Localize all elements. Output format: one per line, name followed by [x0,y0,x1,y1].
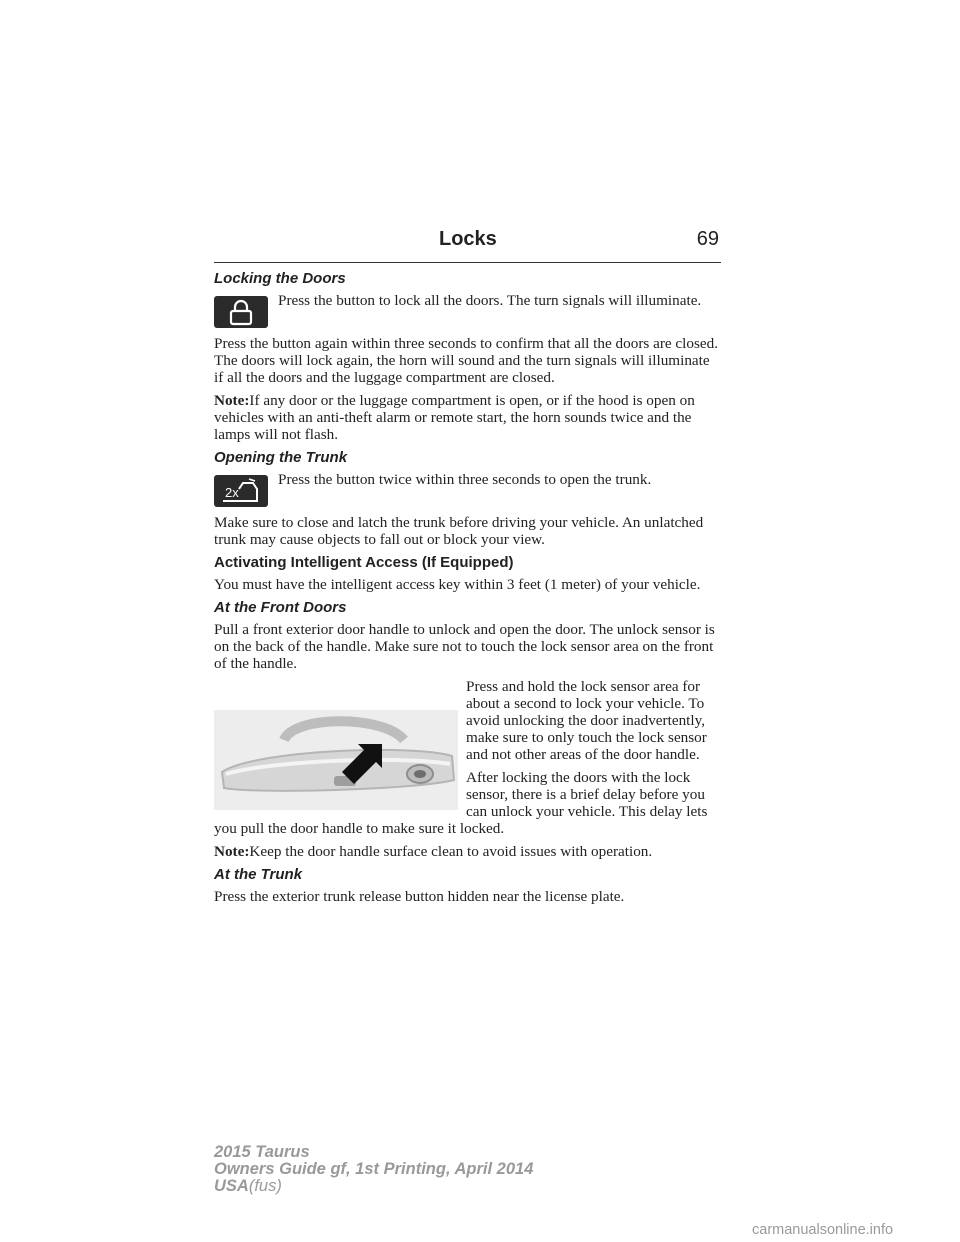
door-handle-image [214,710,458,810]
intelligent-access-paragraph: You must have the intelligent access key within 3 feet (1 meter) of your vehicle. [214,576,701,593]
footer-guide: Owners Guide gf, 1st Printing, April 2014 [214,1160,534,1178]
lock-note [214,392,721,443]
heading-locking-the-doors: Locking the Doors [214,270,346,287]
trunk-paragraph: Make sure to close and latch the trunk before driving your vehicle. An unlatched trunk may cause objects to fall out or block your view. [214,514,704,548]
heading-opening-the-trunk: Opening the Trunk [214,449,348,466]
watermark: carmanualsonline.info [752,1222,894,1238]
footer-market [214,1178,533,1195]
at-trunk-paragraph: Press the exterior trunk release button hidden near the license plate. [214,888,625,905]
front-doors-note [214,843,721,860]
lock-confirm-paragraph: Press the button again within three seconds to confirm that all the doors are closed. The doors will lock again, the horn will sound and the turn signals will illuminate if all the doors and the luggage compartment are closed. [214,335,719,386]
front-doors-paragraph-1: Pull a front exterior door handle to unlock and open the door. The unlock sensor is on the back of the handle. Make sure not to touch the lock sensor area on the front of the handle. [214,621,715,672]
lock-instruction [214,292,721,328]
page-footer [214,1144,533,1195]
heading-intelligent-access: Activating Intelligent Access (If Equipped) [214,554,514,571]
trunk-2x-icon [214,475,268,507]
page-header [214,228,721,263]
trunk-instruction [214,471,721,507]
trunk-icon-label: 2x [225,485,239,500]
note-label: Note: [214,843,250,860]
note-text: Keep the door handle surface clean to avoid issues with operation. [249,843,653,860]
page-title: Locks [439,228,497,250]
footer-market-sub: (fus) [248,1177,282,1195]
note-label: Note: [214,392,250,409]
heading-at-the-front-doors: At the Front Doors [214,599,347,616]
footer-market-main: USA [214,1177,249,1195]
note-text: If any door or the luggage compartment is open, or if the hood is open on vehicles with an anti-theft alarm or remote start, the horn sounds twice and the lamps will not flash. [214,392,695,443]
page-content [214,266,721,911]
footer-model: 2015 Taurus [214,1143,310,1161]
lock-instruction-text: Press the button to lock all the doors. The turn signals will illuminate. [278,292,702,309]
heading-at-the-trunk: At the Trunk [214,866,303,883]
trunk-instruction-text: Press the button twice within three seconds to open the trunk. [278,471,652,488]
front-doors-paragraph-2: Press and hold the lock sensor area for about a second to lock your vehicle. To avoid unlocking the door inadvertently, make sure to only touch the lock sensor and not other areas of the door handle. [466,678,707,763]
front-doors-paragraph-3: After locking the doors with the lock sensor, there is a brief delay before you can unlock your vehicle. This delay lets you pull the door handle to make sure it locked. [214,769,708,837]
lock-icon [214,296,268,328]
page-number: 69 [696,228,719,250]
